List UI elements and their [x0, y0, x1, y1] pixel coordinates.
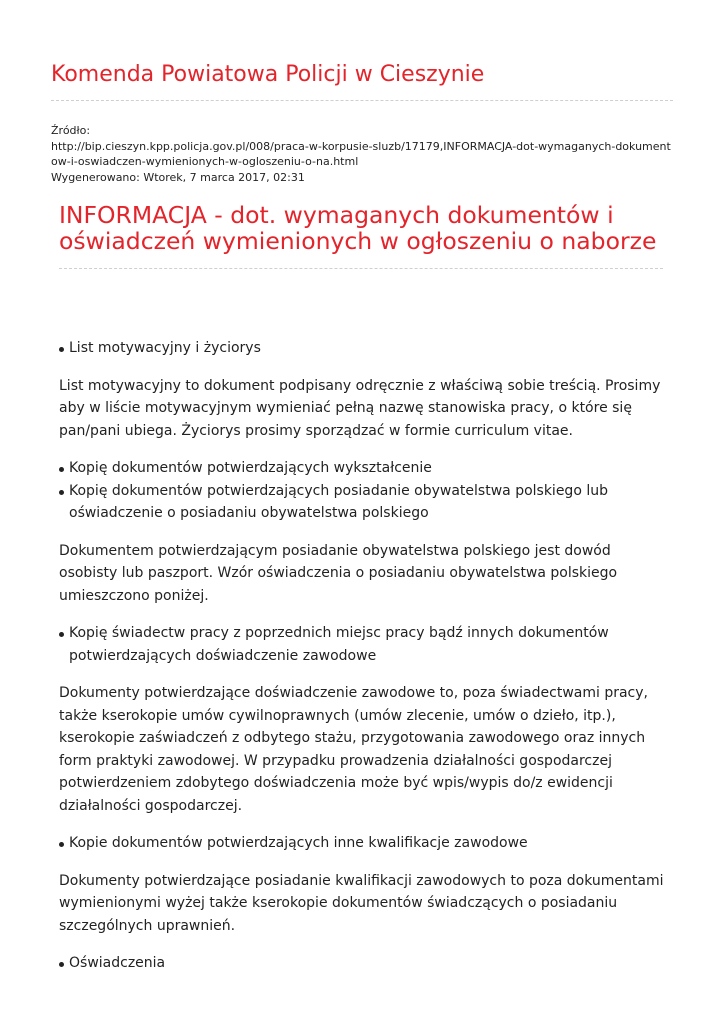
- title-divider: [59, 268, 663, 269]
- bullet-list: [59, 832, 669, 855]
- source-label: Źródło:: [51, 124, 91, 137]
- document-title: INFORMACJA - dot. wymaganych dokumentów i oświadczeń wymienionych w ogłoszeniu o naborze: [59, 201, 657, 255]
- list-item: Kopię dokumentów potwierdzających posiadanie obywatelstwa polskiego lub oświadczenie o posiadaniu obywatelstwa polskiego: [59, 480, 669, 525]
- paragraph: Dokumenty potwierdzające doświadczenie zawodowe to, poza świadectwami pracy, także kserokopie umów cywilnoprawnych (umów zlecenie, umów o dzieło, itp.), kserokopie zaświadczeń z odbytego stażu, przygotowania zawodowego oraz innych form praktyki zawodowej. W przypadku prowadzenia działalności gospodarczej potwierdzeniem zdobytego doświadczenia może być wpis/wypis do/z ewidencji działalności gospodarczej.: [59, 685, 648, 814]
- list-item: Kopie dokumentów potwierdzających inne kwalifikacje zawodowe: [59, 832, 669, 855]
- bullet-list: [59, 457, 669, 525]
- generated-timestamp: Wygenerowano: Wtorek, 7 marca 2017, 02:31: [51, 170, 305, 184]
- source-block: [51, 123, 676, 185]
- list-item: Kopię świadectw pracy z poprzednich miejsc pracy bądź innych dokumentów potwierdzających doświadczenie zawodowe: [59, 622, 669, 667]
- header-divider: [51, 100, 673, 101]
- list-item: Kopię dokumentów potwierdzających wykształcenie: [59, 457, 669, 480]
- paragraph: Dokumentem potwierdzającym posiadanie obywatelstwa polskiego jest dowód osobisty lub paszport. Wzór oświadczenia o posiadaniu obywatelstwa polskiego umieszczono poniżej.: [59, 542, 618, 604]
- bullet-list: [59, 337, 669, 360]
- paragraph: Dokumenty potwierdzające posiadanie kwalifikacji zawodowych to poza dokumentami wymienionymi wyżej także kserokopie dokumentów świadczących o posiadaniu szczególnych uprawnień.: [59, 872, 664, 934]
- bullet-list: [59, 622, 669, 667]
- site-title: Komenda Powiatowa Policji w Cieszynie: [51, 62, 485, 87]
- list-item: Oświadczenia: [59, 952, 669, 975]
- document-content: [59, 337, 669, 975]
- bullet-list: [59, 952, 669, 975]
- list-item: List motywacyjny i życiorys: [59, 337, 669, 360]
- source-url[interactable]: http://bip.cieszyn.kpp.policja.gov.pl/008/praca-w-korpusie-sluzb/17179,INFORMACJA-dot-wymaganych-dokumentow-i-oswiadczen-wymienionych-w-ogloszeniu-o-na.html: [51, 139, 671, 168]
- paragraph: List motywacyjny to dokument podpisany odręcznie z właściwą sobie treścią. Prosimy aby w liście motywacyjnym wymieniać pełną nazwę stanowiska pracy, o które się pan/pani ubiega. Życiorys prosimy sporządzać w formie curriculum vitae.: [59, 377, 661, 439]
